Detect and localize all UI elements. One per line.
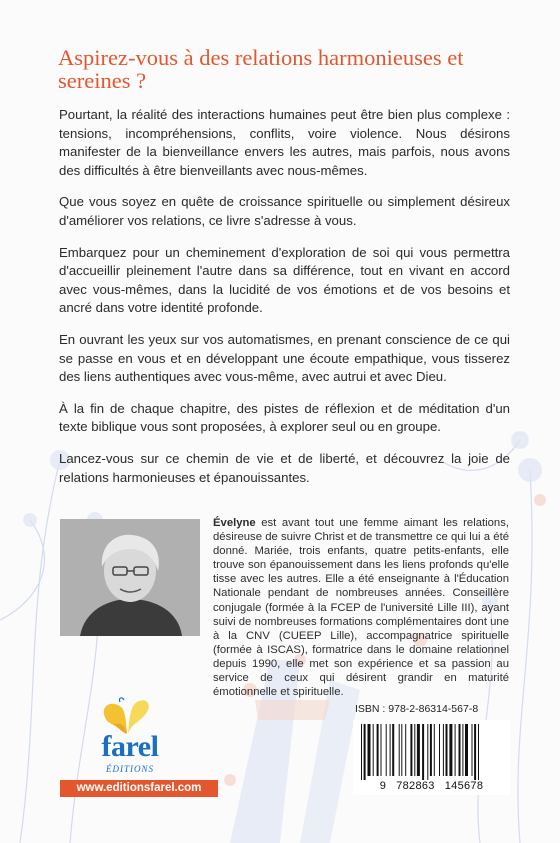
barcode-bar [361, 724, 362, 780]
barcode-bar [410, 724, 412, 776]
barcode-bar [449, 724, 452, 776]
barcode-bar [405, 724, 406, 776]
barcode-bar [472, 724, 473, 776]
barcode [353, 720, 510, 795]
barcode-bar [368, 724, 371, 776]
paragraph: Que vous soyez en quête de croissance spirituelle ou simplement désireux d'améliorer vos relations, ce livre s'adresse à vous. [59, 194, 510, 228]
barcode-bar [422, 724, 424, 780]
description [59, 106, 510, 500]
author-name: Évelyne [213, 517, 256, 529]
barcode-bar [392, 724, 394, 776]
isbn-label: ISBN : 978-2-86314-567-8 [355, 703, 479, 715]
barcode-bar [417, 724, 420, 776]
barcode-bar [401, 724, 402, 776]
barcode-bar [462, 724, 463, 776]
author-bio-text: est avant tout une femme aimant les relations, désireuse de suivre Christ et de transmettre ce qui lui a été donné. Mariée, trois enfants, quatre petits-enfants, elle trouve son épanouissement dans les liens profonds qu'elle tisse avec les autres. Elle a été enseignante à l'Éducation Nationale pendant de nombreuses années. Conseillère conjugale (formée à la FCEP de l'université Lille III), ayant suivi de nombreuses formations complémentaires dont une à la CNV (CUEEP Lille), accompagnatrice spirituelle (formée à ISCAS), formatrice dans le domaine relationnel depuis 1990, elle met son expérience et sa passion au service de ceux qui désirent grandir en maturité émotionnelle et spirituelle. [213, 517, 509, 699]
barcode-digits: 9 782863 145678 [379, 780, 484, 792]
paragraph: Lancez-vous sur ce chemin de vie et de liberté, et découvrez la joie de relations harmonieuses et épanouissantes. [59, 450, 510, 485]
barcode-bar [474, 724, 476, 780]
barcode-bar [455, 724, 456, 776]
paragraph: Pourtant, la réalité des interactions humaines peut être bien plus complexe : tensions, incompréhensions, conflits, voire violence. Nous désirons manifester de la bienveillance envers les autres, mais parfois, nous avons des difficultés à être bienveillants avec nous-mêmes. [59, 107, 510, 178]
barcode-bar [377, 724, 379, 776]
barcode-bar [465, 724, 468, 776]
barcode-bar [427, 724, 428, 780]
page-title: Aspirez-vous à des relations harmonieuses et sereines ? [58, 45, 464, 93]
barcode-bar [443, 724, 444, 776]
paragraph: Embarquez pour un cheminement d'exploration de soi qui vous permettra d'accueillir pleinement l'autre dans sa différence, tout en vivant en accord avec vous-mêmes, dans la lucidité de vos émotions et de vos besoins et ancré dans votre identité profonde. [59, 244, 510, 316]
barcode-bar [390, 724, 391, 776]
author-photo [60, 519, 200, 636]
barcode-bar [459, 724, 461, 776]
barcode-bar [430, 724, 432, 776]
barcode-bar [373, 724, 374, 776]
paragraph: En ouvrant les yeux sur vos automatismes, en prenant conscience de ce qui se passe en vous et en développant une écoute empathique, vous tisserez des liens authentiques avec vous-même, avec autrui et avec Dieu. [59, 331, 510, 385]
barcode-bar [364, 724, 366, 780]
barcode-bar [478, 724, 479, 780]
barcode-bar [399, 724, 400, 776]
barcode-bar [414, 724, 415, 776]
paragraph: À la fin de chaque chapitre, des pistes de réflexion et de méditation d'un texte biblique vous sont proposées, à explorer seul ou en groupe. [59, 400, 510, 435]
publisher-subtitle: ÉDITIONS [106, 764, 154, 774]
barcode-bar [381, 724, 382, 776]
publisher-website-link[interactable]: www.editionsfarel.com [60, 780, 218, 797]
barcode-bar [446, 724, 448, 776]
author-bio [213, 516, 509, 699]
publisher-logo: farel [101, 730, 159, 763]
barcode-bar [386, 724, 387, 776]
barcode-bar [434, 724, 435, 776]
barcode-bar [439, 724, 440, 776]
